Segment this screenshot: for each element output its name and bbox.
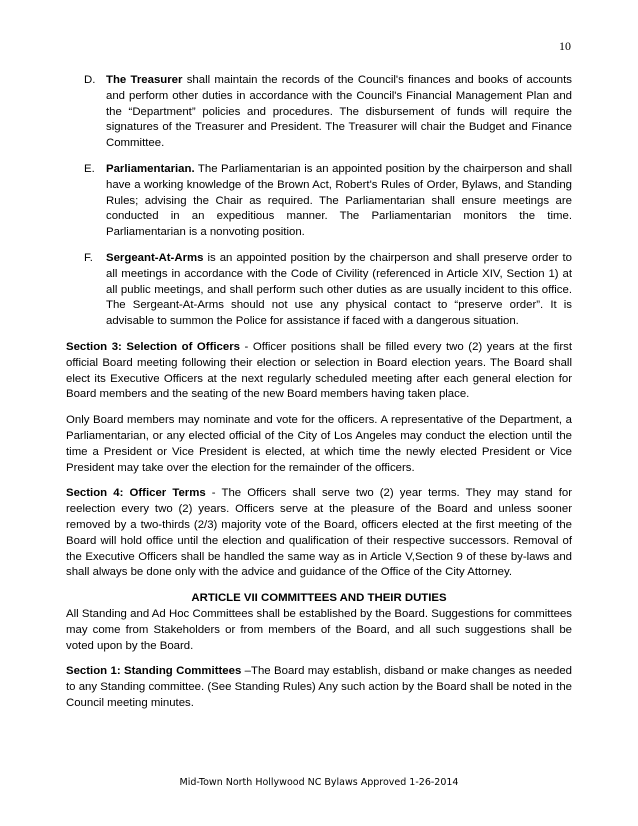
section-4-paragraph (66, 486, 572, 581)
item-letter: E. (84, 162, 95, 175)
section-3-text: - Officer positions shall be filled every two (2) years at the first official Board meeting following their election or selection in Board election years. The Board shall elect its Executive Officers at the next regularly scheduled meeting after each general election for Board members and the seating of the new Board members having taken place. (66, 340, 572, 401)
article-7-heading: ARTICLE VII COMMITTEES AND THEIR DUTIES (191, 592, 447, 605)
section-3-paragraph (66, 340, 572, 403)
section-4-text: - The Officers shall serve two (2) year terms. They may stand for reelection every two (2) years. Officers serve at the pleasure of the Board and unless sooner removed by a two-thirds (2/3) majority vote of the Board, officers elected at the first meeting of the Board will hold office until the election and qualification of their respective successors. Removal of the Executive Officers shall be handled the same way as in Article V,Section 9 of these by-laws and shall always be done only with the advice and guidance of the Office of the City Attorney. (66, 487, 572, 579)
article-7-intro: All Standing and Ad Hoc Committees shall be established by the Board. Suggestions for committees may come from Stakeholders or from members of the Board, and all such suggestions shall be voted upon by the Board. (66, 607, 572, 652)
item-letter: D. (84, 74, 96, 86)
page-footer: Mid-Town North Hollywood NC Bylaws Approved 1-26-2014 (179, 777, 459, 788)
section-3-paragraph-2: Only Board members may nominate and vote for the officers. A representative of the Department, a Parliamentarian, or any elected official of the City of Los Angeles may conduct the election until the time a President or Vice President is elected, at which time the newly elected President or Vice President may take over the election for the remainder of the officers. (66, 414, 572, 474)
section-3-heading: Section 3: Selection of Officers (66, 340, 240, 353)
document-body (66, 73, 572, 722)
item-text: is an appointed position by the chairperson and shall preserve order to all meetings in accordance with the Code of Civility (referenced in Article XIV, Section 1) at all public meetings, and shall perform such other duties as are usually incident to this office. The Sergeant-At-Arms should not use any physical contact to “preserve order”. It is advisable to summon the Police for assistance if faced with a dangerous situation. (106, 251, 572, 328)
section-1-paragraph (66, 664, 572, 711)
officer-item-treasurer (66, 73, 572, 152)
item-title: The Treasurer (106, 74, 183, 86)
item-text: The Parliamentarian is an appointed position by the chairperson and shall have a working knowledge of the Brown Act, Robert's Rules of Order, Bylaws, and Standing Rules; advising the Chair as required. The Parliamentarian shall ensure meetings are conducted in an expeditious manner. The Parliamentarian monitors the time. Parliamentarian is a nonvoting position. (106, 162, 572, 239)
item-text: shall maintain the records of the Council's finances and books of accounts and perform other duties in accordance with the Council's Financial Management Plan and the “Department” policies and procedures. The disbursement of funds will require the signatures of the Treasurer and President. The Treasurer will chair the Budget and Finance Committee. (106, 74, 572, 150)
page-number: 10 (559, 39, 571, 53)
section-4-heading: Section 4: Officer Terms (66, 487, 206, 500)
section-1-text: –The Board may establish, disband or make changes as needed to any Standing committee. (See Standing Rules) Any such action by the Board shall be noted in the Council meeting minutes. (66, 665, 572, 709)
item-letter: F. (84, 251, 93, 264)
officer-item-parliamentarian (66, 162, 572, 241)
item-title: Parliamentarian. (106, 162, 195, 175)
item-title: Sergeant-At-Arms (106, 251, 204, 264)
section-1-heading: Section 1: Standing Committees (66, 665, 242, 678)
officer-item-sergeant-at-arms (66, 251, 572, 330)
